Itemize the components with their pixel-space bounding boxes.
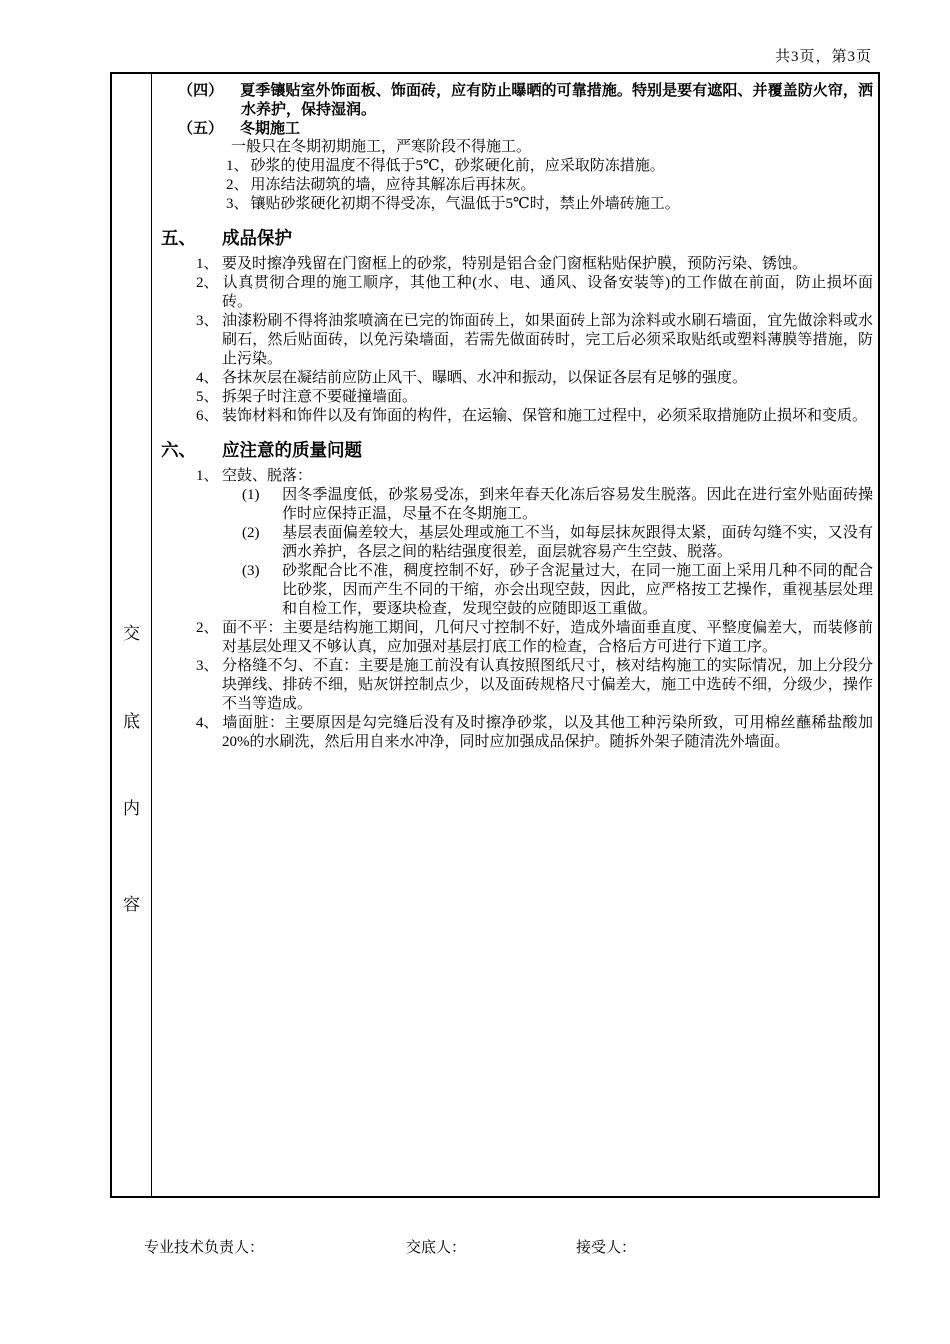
sidebar-char: 交 (123, 624, 140, 643)
item-text: 认真贯彻合理的施工顺序，其他工种(水、电、通风、设备安装等)的工作做在前面，防止损坏面砖。 (222, 275, 873, 310)
list-item (178, 657, 873, 714)
sidebar-char: 内 (123, 799, 140, 818)
item-number: 3、 (196, 658, 219, 674)
winter-item (178, 176, 873, 195)
item-text: 面不平：主要是结构施工期间，几何尺寸控制不好，造成外墙面垂直度、平整度偏差大，而装修前对基层处理又不够认真，应加强对基层打底工作的检查，合格后方可进行下道工序。 (222, 620, 873, 655)
item-text: 分格缝不匀、不直：主要是施工前没有认真按照图纸尺寸，核对结构施工的实际情况，加上分段分块弹线、排砖不细，贴灰饼控制点少，以及面砖规格尺寸偏差大，施工中选砖不细，分级少，操作不当等造成。 (222, 658, 873, 712)
paragraph-text: 夏季镶贴室外饰面板、饰面砖，应有防止曝晒的可靠措施。特别是要有遮阳、并覆盖防火帘，洒水养护，保持湿润。 (240, 82, 873, 118)
item-text: 镶贴砂浆硬化初期不得受冻，气温低于5℃时，禁止外墙砖施工。 (250, 196, 680, 212)
paragraph-label: （五） (178, 120, 224, 137)
item-number: 5、 (196, 389, 219, 405)
item-number: 6、 (196, 408, 219, 424)
list-item (178, 312, 873, 369)
list-item (178, 407, 873, 426)
item-number: 2、 (226, 177, 249, 193)
subitem-number: (2) (242, 525, 260, 541)
item-text: 砂浆的使用温度不得低于5℃，砂浆硬化前，应采取防冻措施。 (250, 158, 665, 174)
subitem-text: 因冬季温度低，砂浆易受冻，到来年春天化冻后容易发生脱落。因此在进行室外贴面砖操作时应保持正温，尽量不在冬期施工。 (282, 487, 873, 522)
item-number: 3、 (196, 313, 219, 329)
subitem-text: 砂浆配合比不准，稠度控制不好，砂子含泥量过大，在同一施工面上采用几种不同的配合比砂浆，因而产生不同的干缩，亦会出现空鼓，因此，应严格按工艺操作，重视基层处理和自检工作，要逐块检查，发现空鼓的应随即返工重做。 (282, 563, 873, 617)
sidebar-char: 底 (123, 712, 140, 731)
item-number: 1、 (196, 468, 219, 484)
item-text: 油漆粉刷不得将油浆喷滴在已完的饰面砖上，如果面砖上部为涂料或水刷石墙面，宜先做涂料或水刷石，然后贴面砖，以免污染墙面，若需先做面砖时，完工后必须采取贴纸或塑料薄膜等措施，防止污染。 (222, 313, 873, 367)
winter-item (178, 195, 873, 214)
item-text: 要及时擦净残留在门窗框上的砂浆，特别是铝合金门窗框粘贴保护膜，预防污染、锈蚀。 (222, 256, 808, 272)
winter-intro-line: 一般只在冬期初期施工，严寒阶段不得施工。 (231, 139, 532, 155)
item-number: 2、 (196, 275, 219, 291)
item-number: 1、 (196, 256, 219, 272)
discloser-signature-label: 交底人： (406, 1240, 467, 1256)
page-count-indicator: 共3页，第3页 (775, 49, 873, 65)
item-number: 3、 (226, 196, 249, 212)
item-text: 墙面脏：主要原因是勾完缝后没有及时擦净砂浆，以及其他工种污染所致，可用棉丝蘸稀盐酸加20%的水刷洗，然后用自来水冲净，同时应加强成品保护。随拆外架子随清洗外墙面。 (222, 715, 873, 750)
subitem-number: (1) (242, 487, 260, 503)
section-number: 六、 (161, 440, 196, 460)
item-number: 2、 (196, 620, 219, 636)
paragraph-title: 冬期施工 (240, 120, 301, 137)
tech-lead-signature-label: 专业技术负责人： (144, 1240, 265, 1256)
item-text: 用冻结法砌筑的墙，应待其解冻后再抹灰。 (250, 177, 536, 193)
item-number: 1、 (226, 158, 249, 174)
section-heading-finished-product-protection (161, 227, 873, 250)
list-item (178, 369, 873, 388)
section-title: 应注意的质量问题 (222, 440, 362, 460)
item-text: 装饰材料和饰件以及有饰面的构件，在运输、保管和施工过程中，必须采取措施防止损坏和变质。 (222, 408, 868, 424)
list-item (178, 274, 873, 312)
item-number: 4、 (196, 370, 219, 386)
paragraph-label: （四） (178, 82, 224, 99)
winter-item (178, 157, 873, 176)
item-text: 空鼓、脱落： (222, 468, 313, 484)
paragraph-winter-heading (178, 119, 873, 138)
section-heading-quality-issues (161, 439, 873, 462)
list-item (178, 388, 873, 407)
sidebar-vertical-label (112, 74, 152, 1196)
subitem-number: (3) (242, 563, 260, 579)
sub-list-item (178, 524, 873, 562)
disclosure-content-table (110, 72, 880, 1198)
paragraph-summer-tiling (178, 81, 873, 119)
list-item (178, 619, 873, 657)
list-item (178, 255, 873, 274)
list-item (178, 467, 873, 486)
sub-list-item (178, 562, 873, 619)
item-number: 4、 (196, 715, 219, 731)
sub-list-item (178, 486, 873, 524)
subitem-text: 基层表面偏差较大，基层处理或施工不当，如每层抹灰跟得太紧，面砖勾缝不实，又没有洒水养护，各层之间的粘结强度很差，面层就容易产生空鼓、脱落。 (282, 525, 873, 560)
item-text: 拆架子时注意不要碰撞墙面。 (222, 389, 418, 405)
section-number: 五、 (161, 228, 196, 248)
receiver-signature-label: 接受人： (576, 1240, 637, 1256)
section-title: 成品保护 (222, 228, 292, 248)
sidebar-char: 容 (123, 895, 140, 914)
item-text: 各抹灰层在凝结前应防止风干、曝晒、水冲和振动，以保证各层有足够的强度。 (222, 370, 748, 386)
list-item (178, 714, 873, 752)
disclosure-body (152, 74, 878, 1196)
